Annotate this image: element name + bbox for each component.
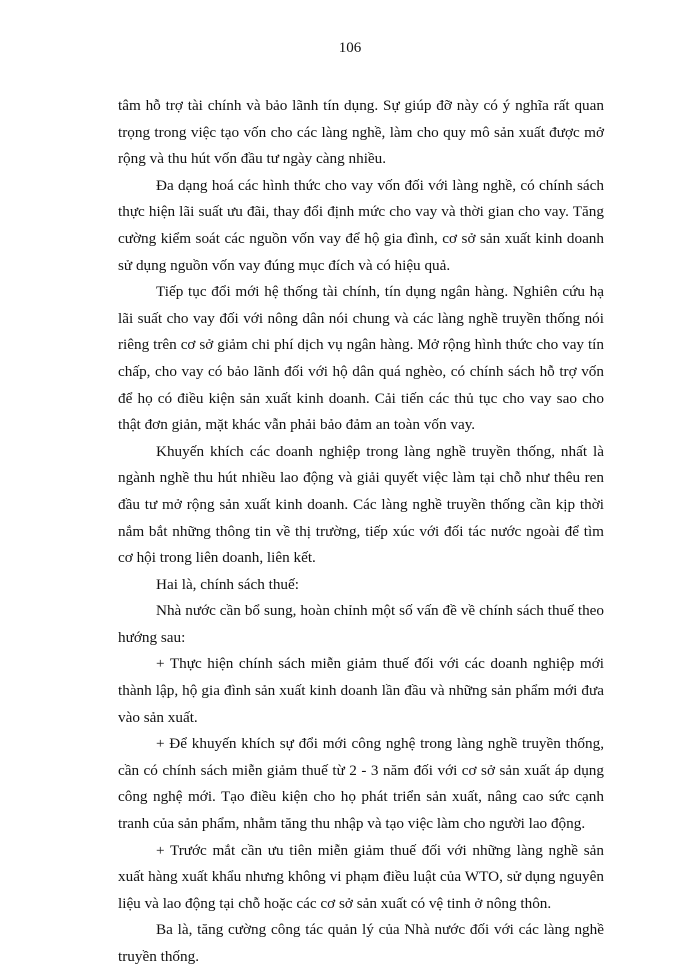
paragraph-tax-item-2: + Để khuyến khích sự đổi mới công nghệ trong làng nghề truyền thống, cần có chính sách miễn giảm thuế từ 2 - 3 năm đối với cơ sở sản xuất áp dụng công nghệ mới. Tạo điều kiện cho họ phát triển sản xuất, nâng cao sức cạnh tranh của sản phẩm, nhằm tăng thu nhập và tạo việc làm cho người lao động. — [118, 735, 604, 833]
paragraph-state-management: Ba là, tăng cường công tác quản lý của Nhà nước đối với các làng nghề truyền thống. — [118, 921, 604, 965]
paragraph-tax-item-3: + Trước mắt cần ưu tiên miễn giảm thuế đối với những làng nghề sản xuất hàng xuất khẩu nhưng không vi phạm điều luật của WTO, sử dụng nguyên liệu và lao động tại chỗ hoặc các cơ sở sản xuất có vệ tinh ở nông thôn. — [118, 841, 604, 912]
body-text — [118, 93, 604, 971]
paragraph-tax-policy-intro: Nhà nước cần bổ sung, hoàn chỉnh một số vấn đề về chính sách thuế theo hướng sau: — [118, 602, 604, 646]
paragraph-enterprise-encouragement: Khuyến khích các doanh nghiệp trong làng nghề truyền thống, nhất là ngành nghề thu hút nhiều lao động và giải quyết việc làm tại chỗ như thêu ren đầu tư mở rộng sản xuất kinh doanh. Các làng nghề truyền thống cần kịp thời nắm bắt những thông tin về thị trường, tiếp xúc với đối tác nước ngoài để tìm cơ hội trong liên doanh, liên kết. — [118, 442, 604, 567]
paragraph-tax-policy-heading: Hai là, chính sách thuế: — [156, 575, 299, 593]
page-number: 106 — [338, 40, 362, 56]
paragraph-continued: tâm hỗ trợ tài chính và bảo lãnh tín dụng. Sự giúp đỡ này có ý nghĩa rất quan trọng trong việc tạo vốn cho các làng nghề, làm cho quy mô sản xuất được mở rộng và thu hút vốn đầu tư ngày càng nhiều. — [118, 97, 604, 168]
paragraph-loan-diversification: Đa dạng hoá các hình thức cho vay vốn đối với làng nghề, có chính sách thực hiện lãi suất ưu đãi, thay đổi định mức cho vay và thời gian cho vay. Tăng cường kiểm soát các nguồn vốn vay để hộ gia đình, cơ sở sản xuất kinh doanh sử dụng nguồn vốn vay đúng mục đích và có hiệu quả. — [118, 176, 604, 274]
paragraph-tax-item-1: + Thực hiện chính sách miễn giảm thuế đối với các doanh nghiệp mới thành lập, hộ gia đình sản xuất kinh doanh lần đầu và những sản phẩm mới đưa vào sản xuất. — [118, 655, 604, 726]
paragraph-banking-reform: Tiếp tục đổi mới hệ thống tài chính, tín dụng ngân hàng. Nghiên cứu hạ lãi suất cho vay đối với nông dân nói chung và các làng nghề truyền thống nói riêng trên cơ sở giảm chi phí dịch vụ ngân hàng. Mở rộng hình thức cho vay tín chấp, cho vay có bảo lãnh đối với hộ dân quá nghèo, có chính sách hỗ trợ vốn để họ có điều kiện sản xuất kinh doanh. Cải tiến các thủ tục cho vay sao cho thật đơn giản, mặt khác vẫn phải bảo đảm an toàn vốn vay. — [118, 283, 604, 434]
